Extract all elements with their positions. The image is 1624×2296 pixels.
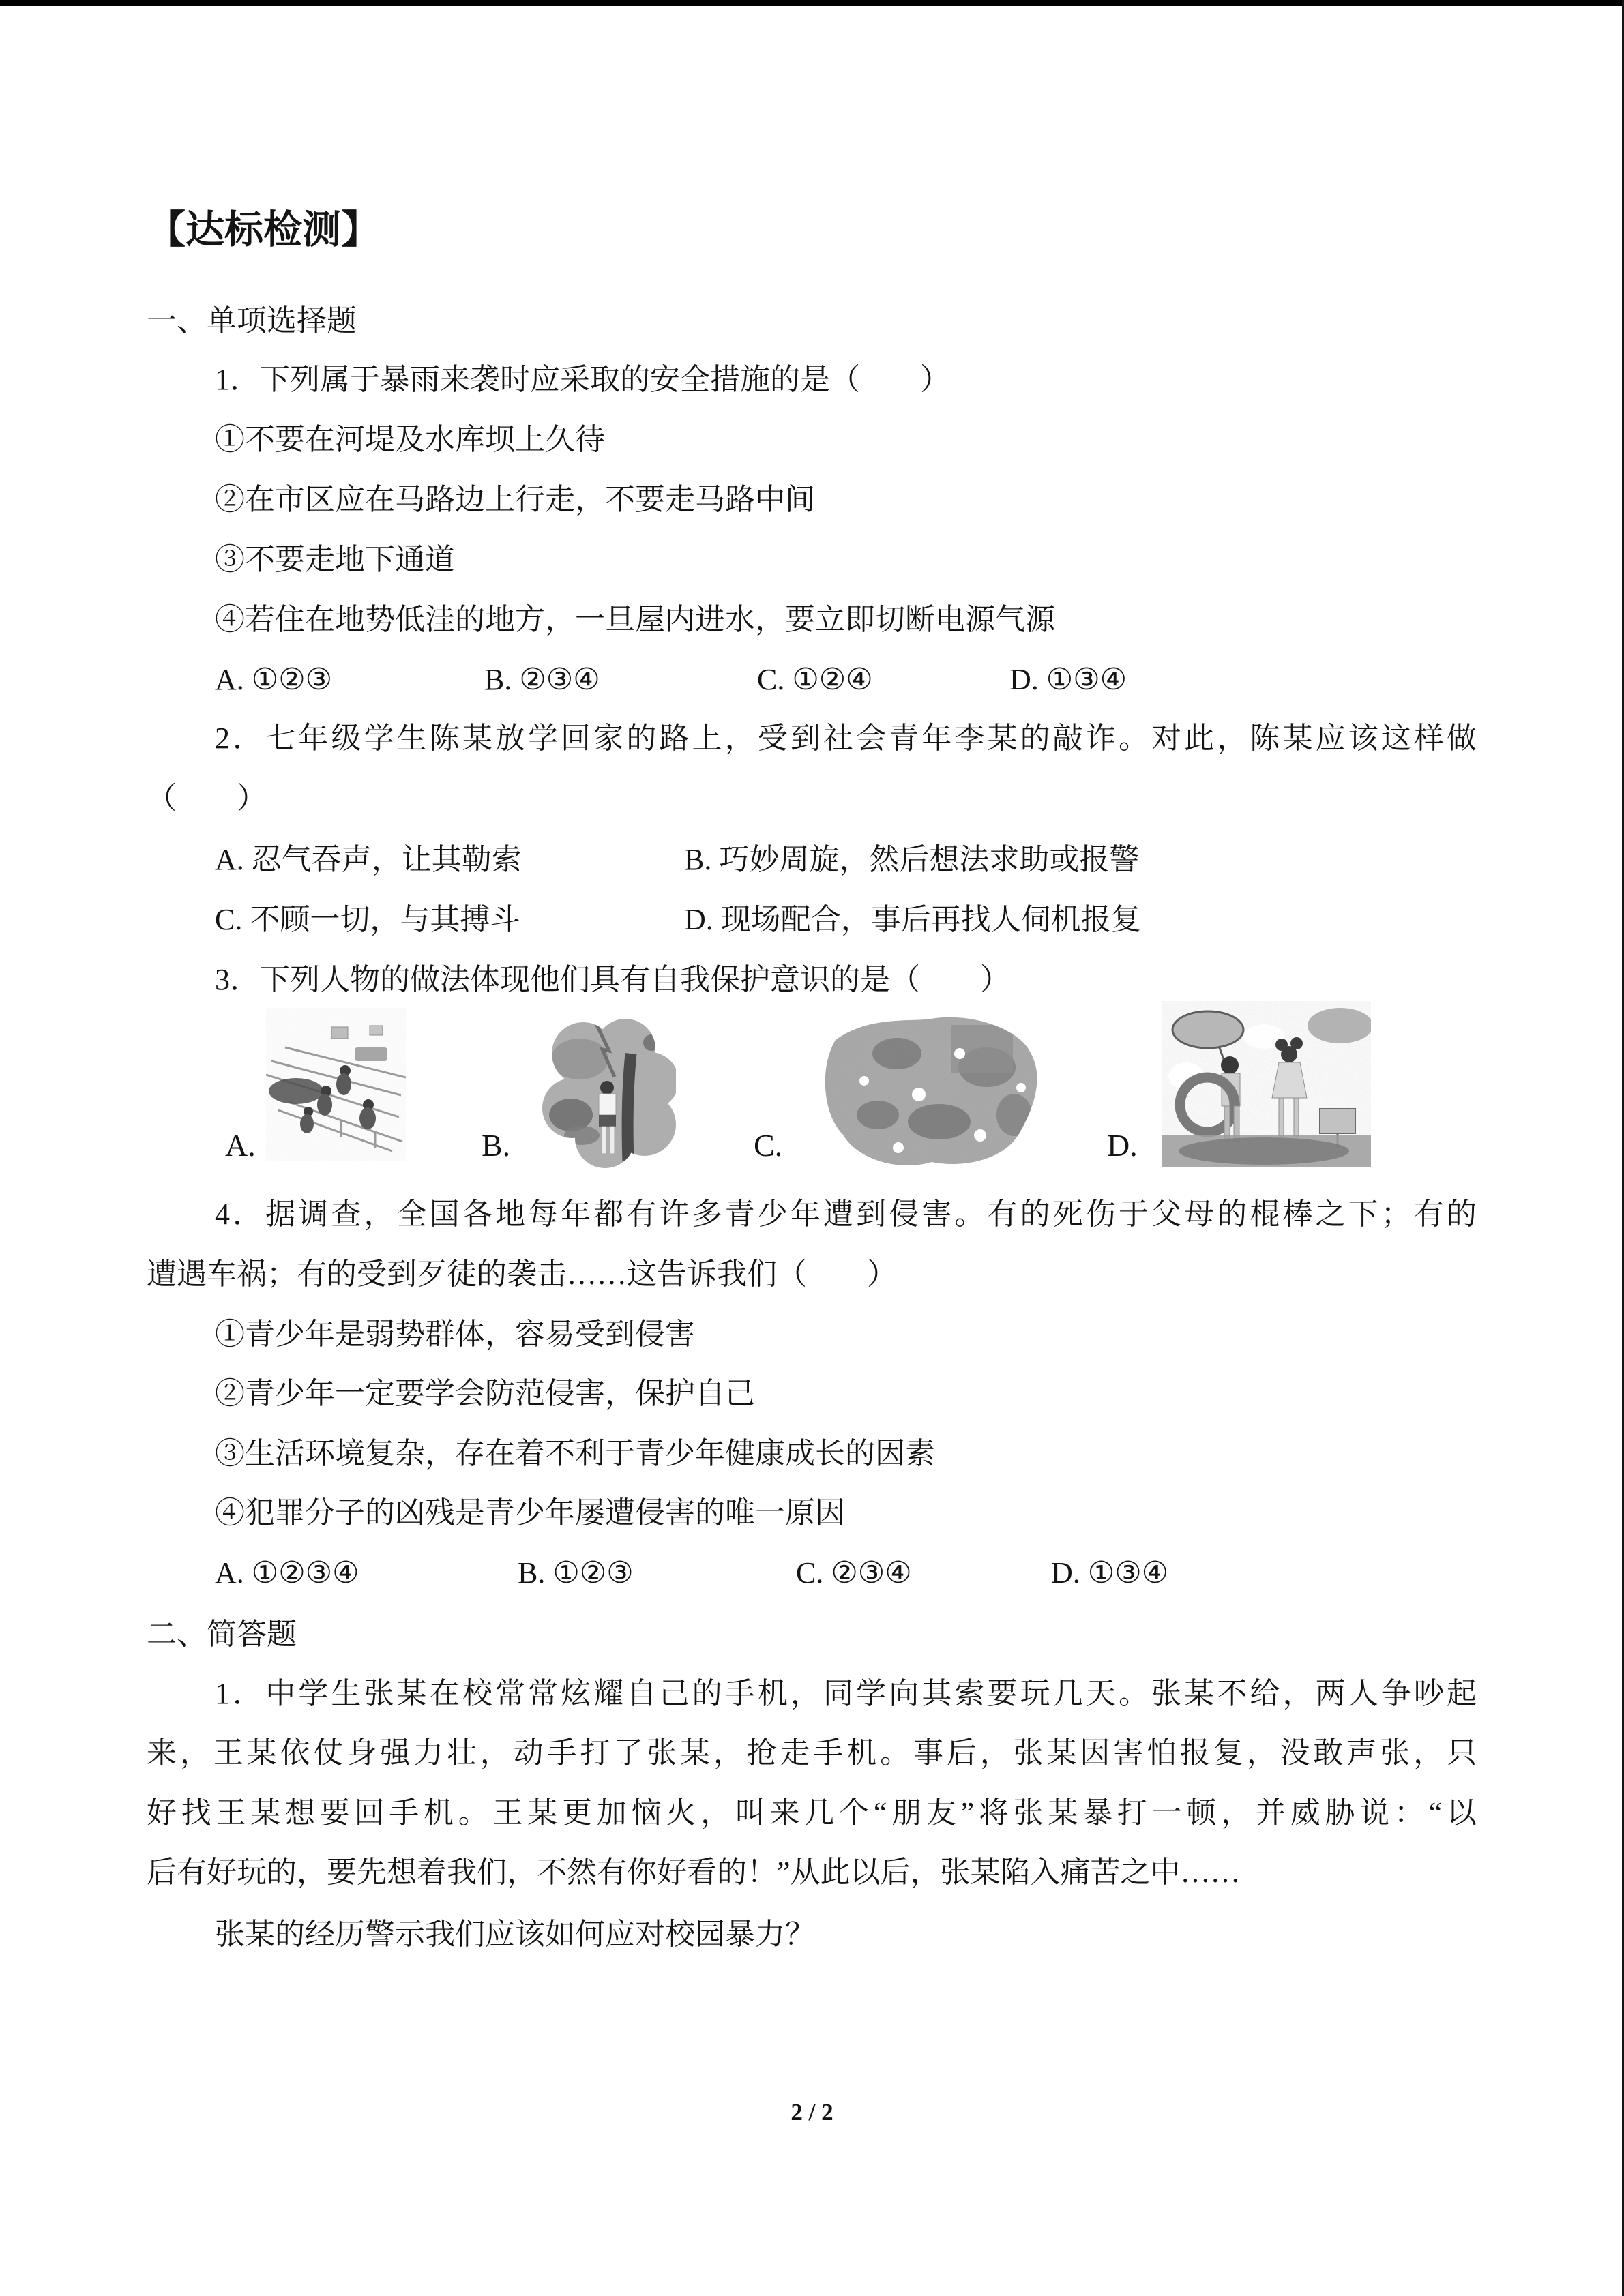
question4-item-1: ①青少年是弱势群体，容易受到侵害: [215, 1317, 695, 1351]
question4-options-row: [0, 1553, 1624, 1594]
question2-option-c: C. 不顾一切，与其搏斗: [215, 903, 520, 936]
section2-q1-line2: 来，王某依仗身强力壮，动手打了张某，抢走手机。事后，张某因害怕报复，没敢声张，只: [147, 1736, 1477, 1770]
question1-option-c: C. ①②④: [757, 663, 873, 696]
question1-option-b: B. ②③④: [484, 663, 600, 696]
question2-option-a: A. 忍气吞声，让其勒索: [215, 843, 522, 876]
question3-image-label-b: B.: [482, 1128, 511, 1163]
question3-image-a: [266, 1008, 406, 1161]
question4-option-d: D. ①③④: [1051, 1556, 1169, 1590]
question2-options-row1: [0, 840, 1624, 881]
question1-item-1: ①不要在河堤及水库坝上久待: [215, 423, 605, 456]
question1-option-d: D. ①③④: [1009, 663, 1127, 696]
question2-stem-line2: （ ）: [147, 781, 267, 815]
question1-item-3: ③不要走地下通道: [215, 543, 455, 576]
question4-stem-line2: 遭遇车祸；有的受到歹徒的袭击……这告诉我们（ ）: [147, 1257, 897, 1291]
question3-image-d: [1162, 1001, 1371, 1167]
question4-item-2: ②青少年一定要学会防范侵害，保护自己: [215, 1377, 755, 1410]
question1-item-4: ④若住在地势低洼的地方，一旦屋内进水，要立即切断电源气源: [215, 603, 1055, 636]
section2-heading: 二、简答题: [147, 1617, 297, 1651]
question3-image-label-d: D.: [1107, 1128, 1138, 1163]
question4-option-c: C. ②③④: [796, 1556, 912, 1590]
section2-q1-line1: 1．中学生张某在校常常炫耀自己的手机，同学向其索要玩几天。张某不给，两人争吵起: [215, 1677, 1477, 1710]
noisy-crowd-illustration: [815, 1011, 1047, 1173]
question4-option-a: A. ①②③④: [215, 1556, 359, 1590]
question2-options-row2: [0, 900, 1624, 941]
question3-image-label-c: C.: [754, 1128, 783, 1163]
question4-stem-line1: 4．据调查，全国各地每年都有许多青少年遭到侵害。有的死伤于父母的棍棒之下；有的: [215, 1197, 1477, 1231]
question3-image-c: [815, 1011, 1047, 1173]
question2-stem-line1: 2．七年级学生陈某放学回家的路上，受到社会青年李某的敲诈。对此，陈某应该这样做: [215, 721, 1477, 755]
question4-item-3: ③生活环境复杂，存在着不利于青少年健康成长的因素: [215, 1437, 935, 1470]
question1-item-2: ②在市区应在马路边上行走，不要走马路中间: [215, 483, 815, 516]
question2-option-b: B. 巧妙周旋，然后想法求助或报警: [684, 843, 1140, 876]
waterside-speech-bubble-illustration: [1162, 1001, 1371, 1167]
section2-q1-line4: 后有好玩的，要先想着我们，不然有你好看的！”从此以后，张某陷入痛苦之中……: [147, 1855, 1241, 1889]
scan-edge-top: [0, 0, 1624, 6]
section1-heading: 一、单项选择题: [147, 304, 357, 338]
page-number: 2 / 2: [791, 2099, 833, 2126]
question3-stem: 3．下列人物的做法体现他们具有自我保护意识的是（ ）: [215, 963, 1010, 996]
tree-lightning-illustration: [542, 1011, 676, 1169]
road-crossing-sketch-illustration: [266, 1008, 406, 1161]
question1-option-a: A. ①②③: [215, 663, 333, 696]
question4-option-b: B. ①②③: [518, 1556, 634, 1590]
question4-item-4: ④犯罪分子的凶残是青少年屡遭侵害的唯一原因: [215, 1496, 845, 1530]
question2-option-d: D. 现场配合，事后再找人伺机报复: [684, 903, 1141, 936]
question3-image-b: [542, 1011, 676, 1169]
question3-image-label-a: A.: [225, 1128, 256, 1163]
section2-q1-line3: 好找王某想要回手机。王某更加恼火，叫来几个“朋友”将张某暴打一顿，并威胁说：“以: [147, 1796, 1477, 1830]
page-title: 【达标检测】: [147, 208, 380, 252]
section2-q1-line5: 张某的经历警示我们应该如何应对校园暴力？: [215, 1918, 815, 1951]
question1-stem: 1．下列属于暴雨来袭时应采取的安全措施的是（ ）: [215, 363, 950, 396]
question1-options-row: [0, 660, 1624, 701]
